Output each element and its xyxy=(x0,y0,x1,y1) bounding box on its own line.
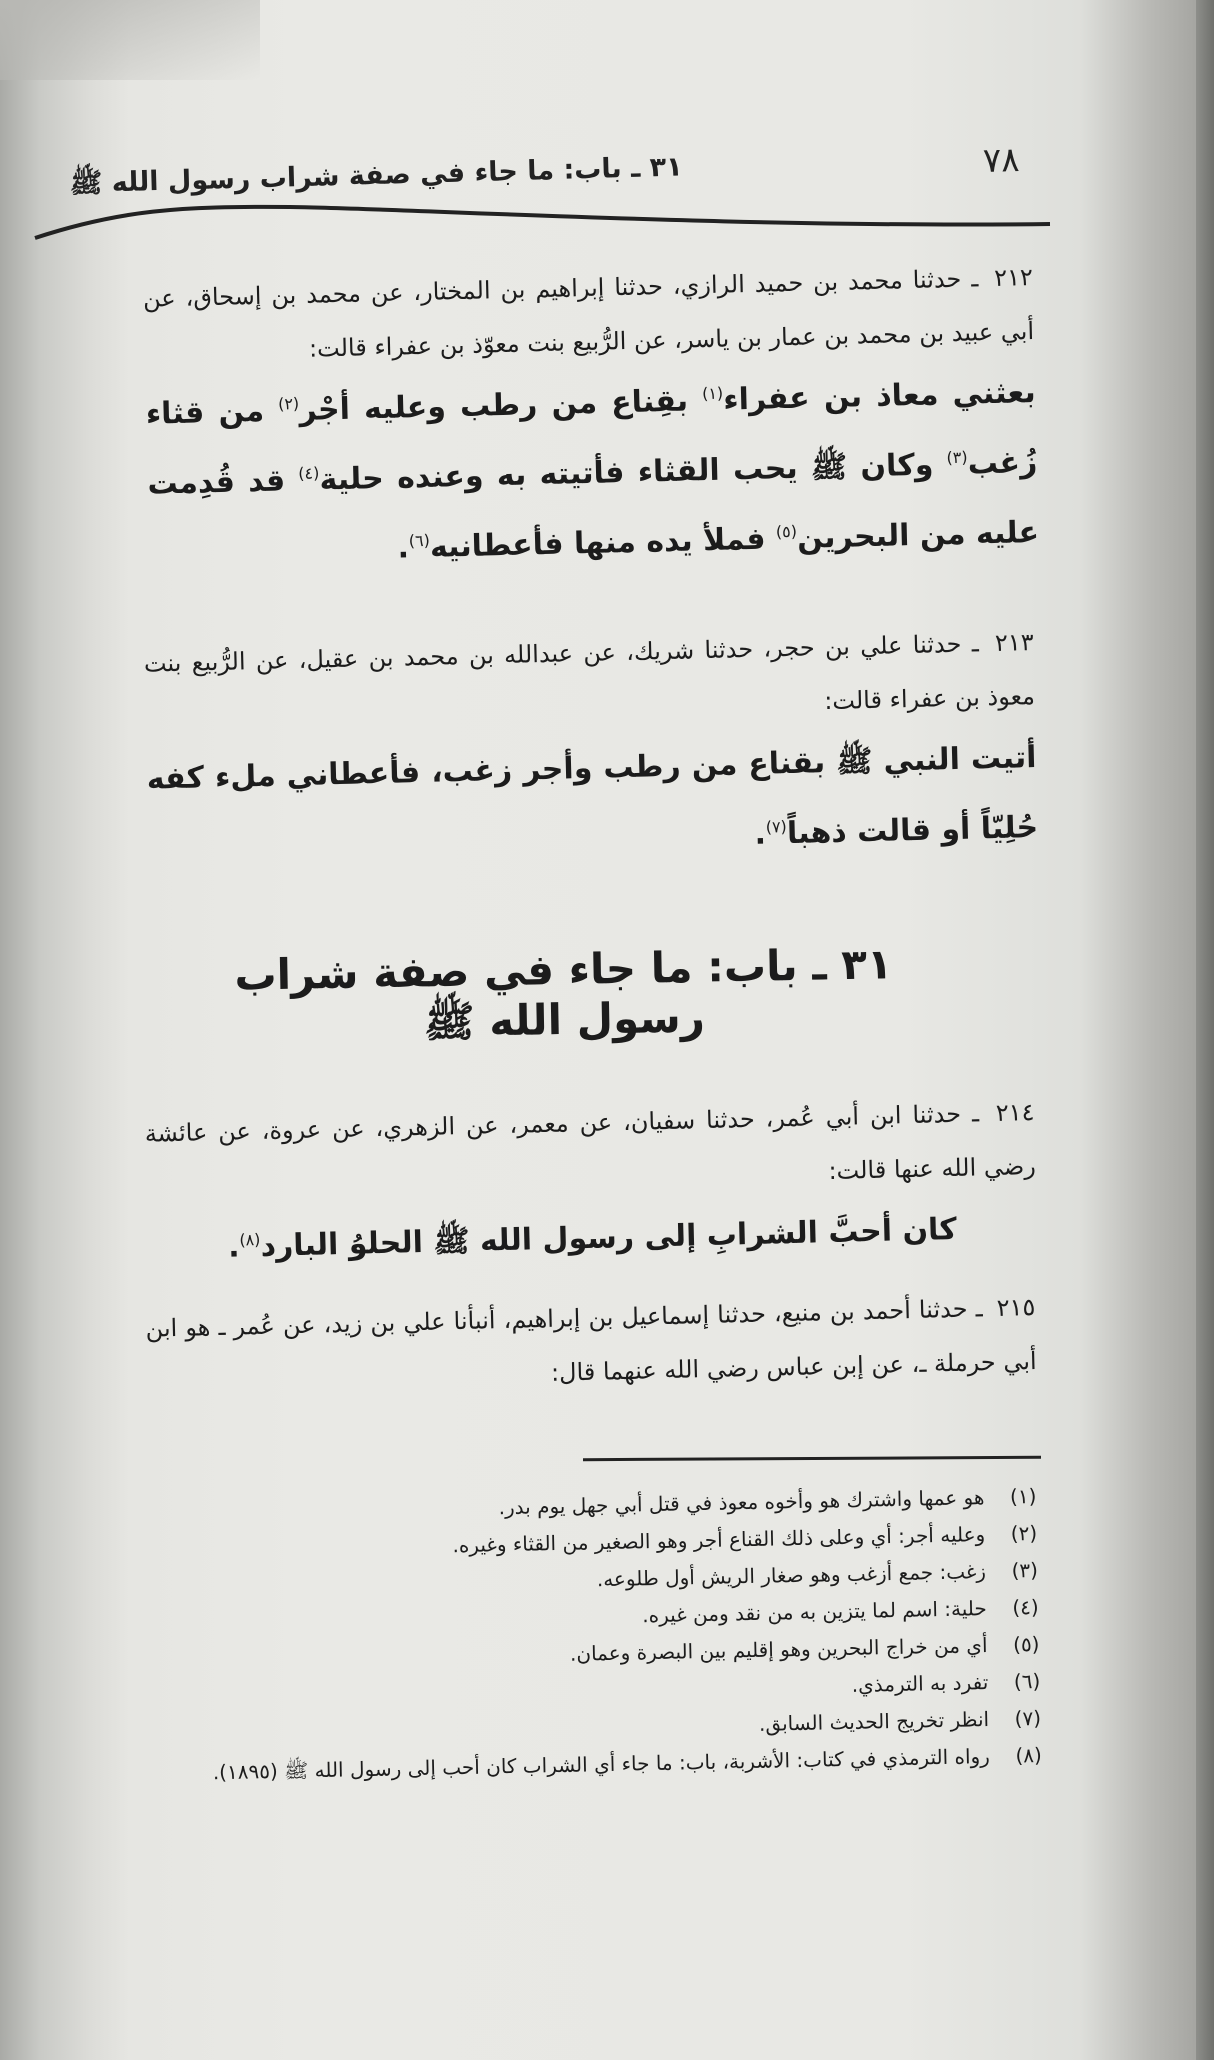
page-shadow xyxy=(0,0,260,80)
footnote-text: انظر تخريج الحديث السابق. xyxy=(758,1707,990,1736)
isnad-text: ـ حدثنا علي بن حجر، حدثنا شريك، عن عبدالله بن محمد بن عقيل، عن الرُّبيع بنت معوذ بن عفراء قالت: xyxy=(143,629,1036,716)
footnote-number: (٣) xyxy=(1011,1557,1039,1583)
footnote-text: رواه الترمذي في كتاب: الأشربة، باب: ما جاء أي الشراب كان أحب إلى رسول الله ﷺ (١٨٩٥). xyxy=(212,1744,991,1785)
hadith-number: ٢١٥ xyxy=(996,1293,1036,1322)
footnote-text: وعليه أجر: أي وعلى ذلك القناع أجر وهو الصغير من القثاء وغيره. xyxy=(452,1522,986,1558)
matn-text: من قثاء زُغب xyxy=(145,393,1038,482)
page-number: ٧٨ xyxy=(982,140,1020,182)
hadith-matn xyxy=(146,723,1039,885)
footnote-ref[interactable]: (٤) xyxy=(298,463,320,484)
hadith-matn xyxy=(145,358,1040,590)
isnad-text: ـ حدثنا ابن أبي عُمر، حدثنا سفيان، عن معمر، عن الزهري، عن عروة، عن عائشة رضي الله عنها قالت: xyxy=(144,1099,1037,1186)
footnote-text: أي من خراج البحرين وهو إقليم بين البصرة وعمان. xyxy=(569,1633,988,1666)
matn-text: بعثني معاذ بن عفراء xyxy=(722,375,1037,418)
footnote-text: هو عمها واشترك هو وأخوه معوذ في قتل أبي جهل يوم بدر. xyxy=(498,1485,985,1520)
matn-text: كان أحبَّ الشرابِ إلى رسول الله ﷺ الحلوُ البارد xyxy=(260,1211,958,1264)
footnote-ref[interactable]: (٧) xyxy=(765,817,788,837)
footnote-number: (٢) xyxy=(1010,1520,1038,1546)
footnote-number: (٥) xyxy=(1012,1631,1040,1657)
running-title: ٣١ ـ باب: ما جاء في صفة شراب رسول الله ﷺ xyxy=(69,151,684,200)
running-header xyxy=(69,140,1020,207)
page-edge xyxy=(1196,0,1214,2060)
footnote-number: (٦) xyxy=(1013,1668,1041,1694)
isnad-text: ـ حدثنا أحمد بن منيع، حدثنا إسماعيل بن إبراهيم، أنبأنا علي بن زيد، عن عُمر ـ هو ابن أبي حرملة ـ، عن إبن عباس رضي الله عنهما قال: xyxy=(145,1294,1038,1387)
hadith-212 xyxy=(142,250,1040,590)
footnote-text: حلية: اسم لما يتزين به من نقد ومن غيره. xyxy=(642,1596,987,1628)
footnote-number: (٧) xyxy=(1014,1705,1042,1731)
footnote-ref[interactable]: (٨) xyxy=(239,1229,261,1250)
footnote-ref[interactable]: (١) xyxy=(701,383,724,404)
hadith-215 xyxy=(145,1280,1037,1410)
footnote-number: (٨) xyxy=(1015,1742,1043,1768)
footnote-number: (٤) xyxy=(1012,1594,1039,1620)
footnote-separator xyxy=(583,1456,1041,1461)
hadith-isnad xyxy=(145,1280,1037,1410)
matn-text: وكان ﷺ يحب القثاء فأتيته به وعنده حلية xyxy=(319,447,948,498)
matn-text: . xyxy=(754,816,767,852)
footnote-ref[interactable]: (٥) xyxy=(775,521,798,542)
header-rule xyxy=(30,200,1055,240)
footnote-number: (١) xyxy=(1009,1483,1037,1509)
footnote-ref[interactable]: (٣) xyxy=(946,447,968,468)
footnotes xyxy=(186,1478,1042,1792)
chapter-title: ٣١ ـ باب: ما جاء في صفة شراب رسول الله ﷺ xyxy=(234,939,893,1047)
hadith-number: ٢١٢ xyxy=(993,263,1034,292)
isnad-text: ـ حدثنا محمد بن حميد الرازي، حدثنا إبراهيم بن المختار، عن محمد بن إسحاق، عن أبي عبيد بن محمد بن عمار بن ياسر، عن الرُّبيع بنت معوّذ بن عفراء قالت: xyxy=(142,264,1035,363)
footnote-text: زغب: جمع أزغب وهو صغار الريش أول طلوعه. xyxy=(596,1559,987,1592)
matn-text: قد قُدِمت عليه من البحرين xyxy=(147,463,1040,556)
footnote-text: تفرد به الترمذي. xyxy=(851,1670,989,1697)
matn-text: بقِناع من رطب وعليه أجْر xyxy=(298,383,703,428)
matn-text: أتيت النبي ﷺ بقناع من رطب وأجر زغب، فأعطاني ملء كفه حُلِيّاً أو قالت ذهباً xyxy=(146,739,1039,852)
footnote-ref[interactable]: (٦) xyxy=(408,530,431,551)
footnote-ref[interactable]: (٢) xyxy=(277,394,300,414)
matn-text: . xyxy=(227,1229,240,1265)
hadith-number: ٢١٣ xyxy=(994,628,1034,657)
matn-text: فملأ يده منها فأعطانيه xyxy=(429,521,777,565)
hadith-213 xyxy=(143,615,1039,885)
hadith-214 xyxy=(144,1085,1038,1285)
matn-text: . xyxy=(397,530,410,566)
hadith-number: ٢١٤ xyxy=(995,1098,1035,1127)
